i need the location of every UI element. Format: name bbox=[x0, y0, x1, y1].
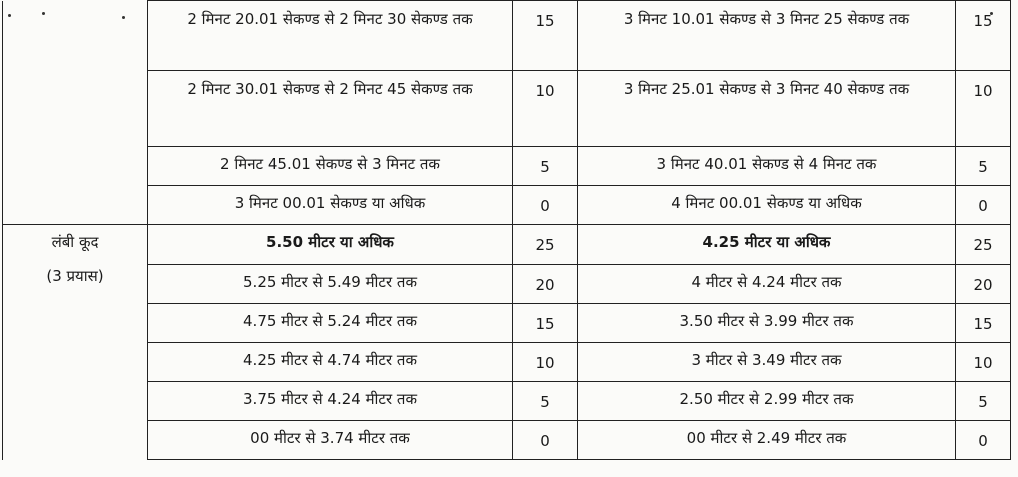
female-criteria: 4 मीटर से 4.24 मीटर तक bbox=[578, 265, 956, 304]
female-criteria: 2.50 मीटर से 2.99 मीटर तक bbox=[578, 382, 956, 421]
table-row bbox=[3, 225, 1011, 265]
male-points: 15 bbox=[513, 1, 578, 71]
female-criteria: 3 मिनट 25.01 सेकण्ड से 3 मिनट 40 सेकण्ड तक bbox=[578, 71, 956, 147]
female-criteria: 3 मिनट 10.01 सेकण्ड से 3 मिनट 25 सेकण्ड तक bbox=[578, 1, 956, 71]
female-points: 15 bbox=[956, 1, 1011, 71]
male-criteria: 3.75 मीटर से 4.24 मीटर तक bbox=[148, 382, 513, 421]
table-row bbox=[3, 304, 1011, 343]
female-criteria: 4 मिनट 00.01 सेकण्ड या अधिक bbox=[578, 186, 956, 225]
male-points: 0 bbox=[513, 186, 578, 225]
male-criteria: 3 मिनट 00.01 सेकण्ड या अधिक bbox=[148, 186, 513, 225]
event-cell-empty bbox=[3, 1, 148, 225]
male-criteria: 5.50 मीटर या अधिक bbox=[148, 225, 513, 265]
male-points: 10 bbox=[513, 71, 578, 147]
male-criteria: 2 मिनट 20.01 सेकण्ड से 2 मिनट 30 सेकण्ड तक bbox=[148, 1, 513, 71]
male-points: 5 bbox=[513, 147, 578, 186]
female-criteria: 00 मीटर से 2.49 मीटर तक bbox=[578, 421, 956, 460]
scoring-table bbox=[2, 0, 1011, 460]
male-points: 20 bbox=[513, 265, 578, 304]
male-points: 10 bbox=[513, 343, 578, 382]
female-points: 10 bbox=[956, 343, 1011, 382]
table-row bbox=[3, 147, 1011, 186]
male-criteria: 2 मिनट 45.01 सेकण्ड से 3 मिनट तक bbox=[148, 147, 513, 186]
male-criteria: 4.25 मीटर से 4.74 मीटर तक bbox=[148, 343, 513, 382]
male-criteria: 2 मिनट 30.01 सेकण्ड से 2 मिनट 45 सेकण्ड तक bbox=[148, 71, 513, 147]
table-row bbox=[3, 265, 1011, 304]
table-row bbox=[3, 421, 1011, 460]
male-points: 15 bbox=[513, 304, 578, 343]
male-points: 25 bbox=[513, 225, 578, 265]
female-points: 5 bbox=[956, 147, 1011, 186]
event-attempts: (3 प्रयास) bbox=[46, 267, 104, 285]
table-row bbox=[3, 186, 1011, 225]
table-row bbox=[3, 1, 1011, 71]
female-criteria: 3 मिनट 40.01 सेकण्ड से 4 मिनट तक bbox=[578, 147, 956, 186]
male-points: 0 bbox=[513, 421, 578, 460]
female-points: 0 bbox=[956, 186, 1011, 225]
table-row bbox=[3, 343, 1011, 382]
female-criteria: 4.25 मीटर या अधिक bbox=[578, 225, 956, 265]
table-row bbox=[3, 382, 1011, 421]
male-criteria: 4.75 मीटर से 5.24 मीटर तक bbox=[148, 304, 513, 343]
female-points: 25 bbox=[956, 225, 1011, 265]
female-points: 20 bbox=[956, 265, 1011, 304]
female-points: 5 bbox=[956, 382, 1011, 421]
female-criteria: 3.50 मीटर से 3.99 मीटर तक bbox=[578, 304, 956, 343]
event-name: लंबी कूद bbox=[51, 233, 99, 251]
female-points: 10 bbox=[956, 71, 1011, 147]
female-criteria: 3 मीटर से 3.49 मीटर तक bbox=[578, 343, 956, 382]
female-points: 0 bbox=[956, 421, 1011, 460]
male-points: 5 bbox=[513, 382, 578, 421]
female-points: 15 bbox=[956, 304, 1011, 343]
event-cell-long-jump bbox=[3, 225, 148, 460]
table-row bbox=[3, 71, 1011, 147]
male-criteria: 5.25 मीटर से 5.49 मीटर तक bbox=[148, 265, 513, 304]
male-criteria: 00 मीटर से 3.74 मीटर तक bbox=[148, 421, 513, 460]
